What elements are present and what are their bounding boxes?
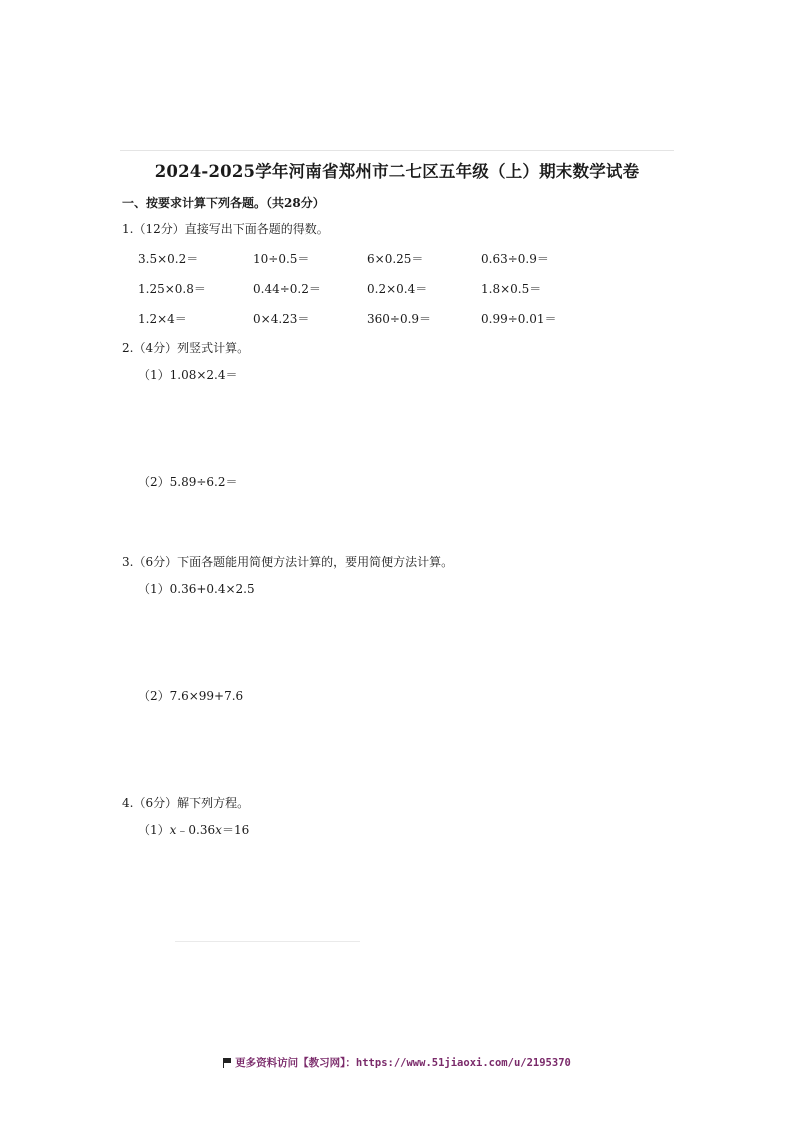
q1-cell: 1.25×0.8＝	[138, 282, 206, 296]
question-2-prompt: 2.（4分）列竖式计算。	[122, 341, 250, 355]
q2-item-1: （1）1.08×2.4＝	[138, 368, 238, 382]
q4-item-1	[138, 821, 249, 838]
q4-item-middle: ﹣0.36	[176, 823, 216, 837]
q1-cell: 0.99÷0.01＝	[481, 312, 557, 326]
q1-cell: 3.5×0.2＝	[138, 252, 199, 266]
question-1-prompt: 1.（12分）直接写出下面各题的得数。	[122, 222, 329, 236]
footer-link[interactable]	[0, 1055, 794, 1070]
q1-cell: 0.44÷0.2＝	[253, 282, 321, 296]
footer-text: 更多资料访问【教习网】：https://www.51jiaoxi.com/u/2195370	[235, 1057, 571, 1069]
q4-variable: x	[169, 823, 177, 837]
q1-cell: 1.8×0.5＝	[481, 282, 542, 296]
q1-cell: 360÷0.9＝	[367, 312, 432, 326]
q1-cell: 1.2×4＝	[138, 312, 187, 326]
question-4-prompt: 4.（6分）解下列方程。	[122, 796, 250, 810]
question-3-prompt: 3.（6分）下面各题能用简便方法计算的，要用简便方法计算。	[122, 555, 454, 569]
page-title: 2024-2025学年河南省郑州市二七区五年级（上）期末数学试卷	[154, 162, 640, 181]
q4-item-prefix: （1）	[138, 823, 170, 837]
flag-icon	[223, 1058, 232, 1067]
q1-cell: 0×4.23＝	[253, 312, 310, 326]
q3-item-2: （2）7.6×99+7.6	[138, 689, 244, 703]
q3-item-1: （1）0.36+0.4×2.5	[138, 582, 255, 596]
footnote-divider	[175, 941, 360, 942]
q4-item-suffix: ＝16	[221, 823, 250, 837]
q1-cell: 6×0.25＝	[367, 252, 424, 266]
q1-cell: 0.2×0.4＝	[367, 282, 428, 296]
q2-item-2: （2）5.89÷6.2＝	[138, 475, 238, 489]
q1-cell: 0.63÷0.9＝	[481, 252, 549, 266]
section-heading: 一、按要求计算下列各题。（共28分）	[122, 196, 325, 210]
header-divider	[120, 150, 674, 151]
q4-variable: x	[215, 823, 222, 837]
q1-cell: 10÷0.5＝	[253, 252, 310, 266]
